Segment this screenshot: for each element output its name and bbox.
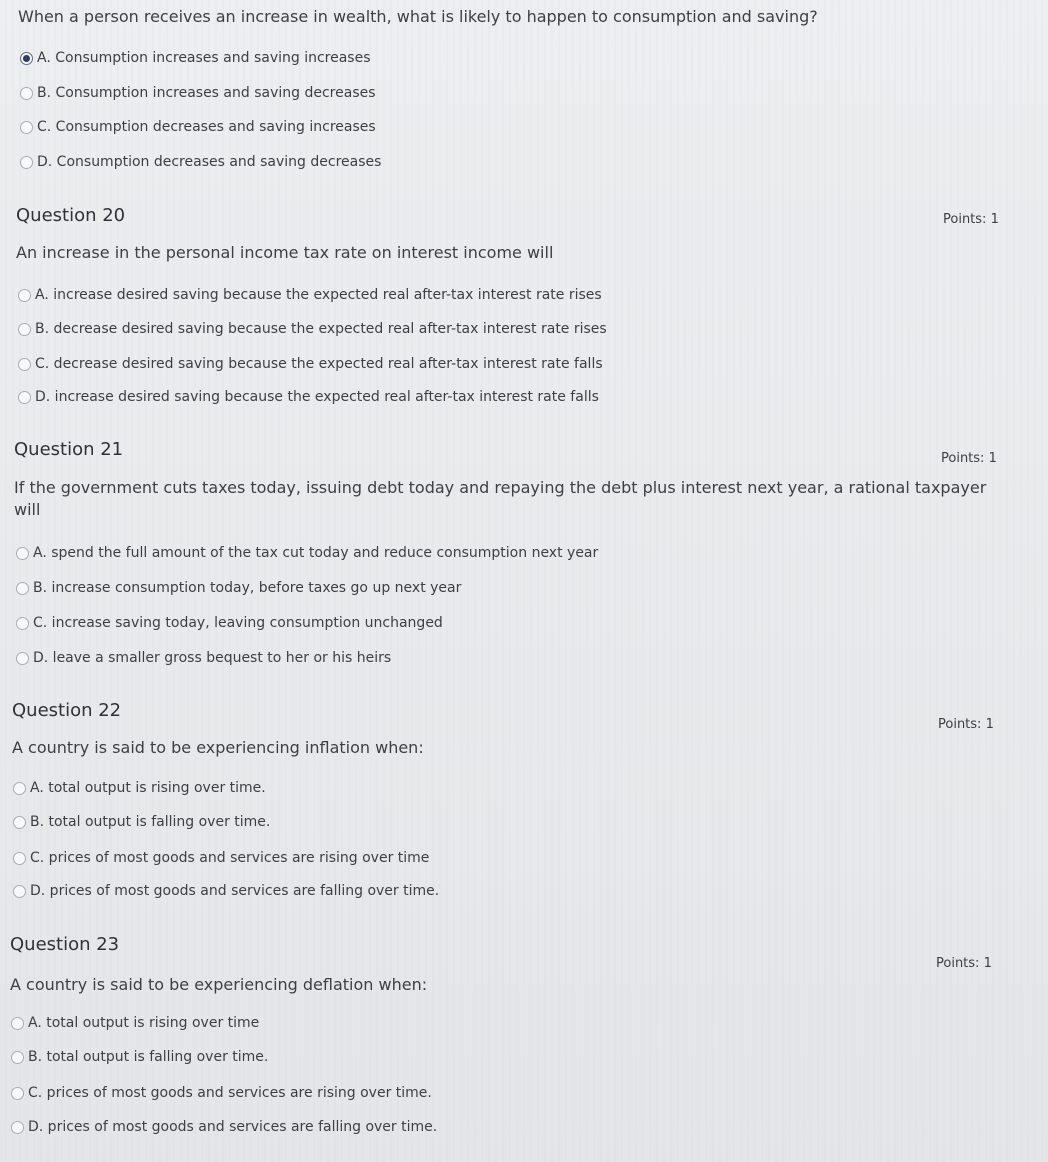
q22-option-a[interactable] <box>13 780 266 796</box>
q22-option-b[interactable] <box>13 814 270 830</box>
option-label: D. prices of most goods and services are falling over time. <box>30 883 440 899</box>
question-19-text: When a person receives an increase in wealth, what is likely to happen to consumption and saving? <box>18 7 818 26</box>
question-23-points: Points: 1 <box>936 956 992 971</box>
option-label: A. increase desired saving because the expected real after-tax interest rate rises <box>35 287 602 303</box>
q19-option-d[interactable] <box>20 154 381 170</box>
radio-icon[interactable] <box>13 816 26 829</box>
radio-icon[interactable] <box>18 358 31 371</box>
radio-icon[interactable] <box>16 547 29 560</box>
option-label: C. decrease desired saving because the expected real after-tax interest rate falls <box>35 356 603 372</box>
radio-icon[interactable] <box>18 323 31 336</box>
q21-option-a[interactable] <box>16 545 598 561</box>
option-label: A. total output is rising over time <box>28 1015 260 1031</box>
option-label: A. Consumption increases and saving increases <box>37 50 371 66</box>
option-label: D. prices of most goods and services are falling over time. <box>28 1119 438 1135</box>
q22-option-d[interactable] <box>13 883 439 899</box>
question-22-points: Points: 1 <box>938 717 994 732</box>
q20-option-a[interactable] <box>18 287 602 303</box>
q19-option-c[interactable] <box>20 119 376 135</box>
radio-selected-icon[interactable] <box>20 52 33 65</box>
q23-option-d[interactable] <box>11 1119 437 1135</box>
q20-option-c[interactable] <box>18 356 603 372</box>
question-21-heading: Question 21 <box>14 439 124 460</box>
radio-icon[interactable] <box>13 885 26 898</box>
option-label: C. prices of most goods and services are rising over time <box>30 850 430 866</box>
question-23-text: A country is said to be experiencing deflation when: <box>10 975 428 994</box>
radio-icon[interactable] <box>13 782 26 795</box>
q21-option-d[interactable] <box>16 650 391 666</box>
question-22-heading: Question 22 <box>12 700 122 721</box>
q20-option-b[interactable] <box>18 321 607 337</box>
q23-option-a[interactable] <box>11 1015 259 1031</box>
radio-icon[interactable] <box>11 1051 24 1064</box>
radio-icon[interactable] <box>11 1121 24 1134</box>
radio-icon[interactable] <box>18 391 31 404</box>
question-21-text: If the government cuts taxes today, issuing debt today and repaying the debt plus interest next year, a rational taxpayer will <box>14 478 987 519</box>
q23-option-c[interactable] <box>11 1085 432 1101</box>
option-label: B. decrease desired saving because the expected real after-tax interest rate rises <box>35 321 607 337</box>
radio-icon[interactable] <box>13 852 26 865</box>
option-label: B. total output is falling over time. <box>28 1049 269 1065</box>
q19-option-b[interactable] <box>20 85 376 101</box>
radio-icon[interactable] <box>16 652 29 665</box>
radio-icon[interactable] <box>18 289 31 302</box>
option-label: B. Consumption increases and saving decreases <box>37 85 376 101</box>
option-label: C. increase saving today, leaving consumption unchanged <box>33 615 443 631</box>
question-22-text: A country is said to be experiencing inflation when: <box>12 738 424 757</box>
q19-option-a[interactable] <box>20 50 371 66</box>
q20-option-d[interactable] <box>18 389 599 405</box>
q23-option-b[interactable] <box>11 1049 268 1065</box>
radio-icon[interactable] <box>20 156 33 169</box>
radio-icon[interactable] <box>11 1087 24 1100</box>
option-label: B. increase consumption today, before taxes go up next year <box>33 580 462 596</box>
radio-icon[interactable] <box>16 617 29 630</box>
radio-icon[interactable] <box>20 87 33 100</box>
question-20-heading: Question 20 <box>16 205 126 226</box>
option-label: A. total output is rising over time. <box>30 780 266 796</box>
question-20-text: An increase in the personal income tax rate on interest income will <box>16 243 554 262</box>
option-label: D. increase desired saving because the expected real after-tax interest rate falls <box>35 389 599 405</box>
q21-option-b[interactable] <box>16 580 461 596</box>
option-label: B. total output is falling over time. <box>30 814 271 830</box>
q21-option-c[interactable] <box>16 615 443 631</box>
question-21-points: Points: 1 <box>941 451 997 466</box>
radio-icon[interactable] <box>11 1017 24 1030</box>
radio-icon[interactable] <box>20 121 33 134</box>
question-23-heading: Question 23 <box>10 934 120 955</box>
q22-option-c[interactable] <box>13 850 429 866</box>
option-label: D. leave a smaller gross bequest to her or his heirs <box>33 650 392 666</box>
option-label: C. Consumption decreases and saving increases <box>37 119 376 135</box>
option-label: D. Consumption decreases and saving decreases <box>37 154 382 170</box>
radio-icon[interactable] <box>16 582 29 595</box>
option-label: A. spend the full amount of the tax cut today and reduce consumption next year <box>33 545 599 561</box>
option-label: C. prices of most goods and services are rising over time. <box>28 1085 432 1101</box>
question-20-points: Points: 1 <box>943 212 999 227</box>
